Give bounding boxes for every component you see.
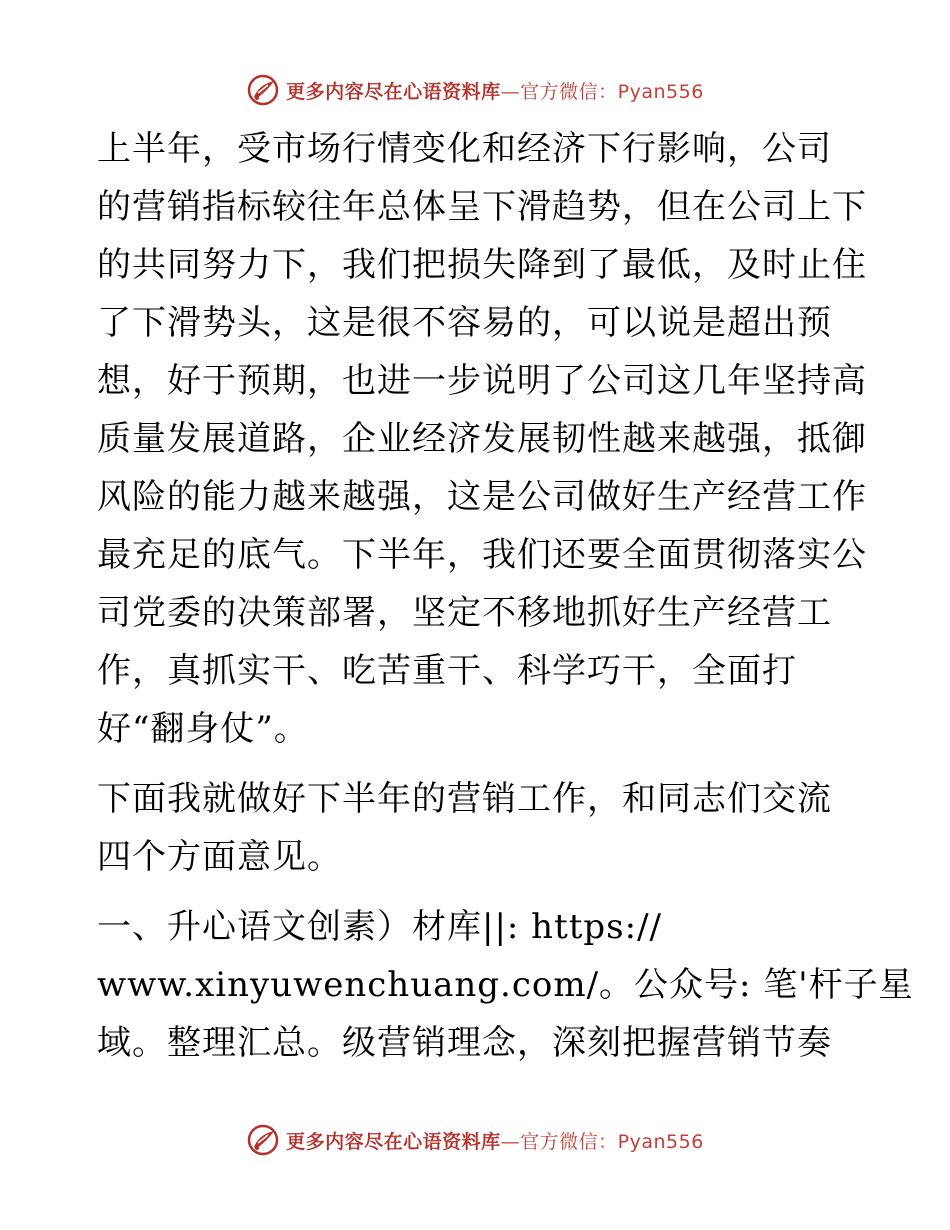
text-line: 最充足的底气。下半年，我们还要全面贯彻落实公 <box>97 535 867 575</box>
text-line: 下面我就做好下半年的营销工作，和同志们交流 <box>97 779 832 819</box>
text-line: 作，真抓实干、吃苦重干、科学巧干，全面打 <box>97 651 797 691</box>
text-line: 司党委的决策部署，坚定不移地抓好生产经营工 <box>97 593 832 633</box>
paragraph-1 <box>97 120 867 758</box>
text-line: 域。整理汇总。级营销理念，深刻把握营销节奏 <box>97 1023 832 1063</box>
text-line: 风险的能力越来越强，这是公司做好生产经营工作 <box>97 477 867 517</box>
text-line: 一、升心语文创素）材库||: https:// <box>97 907 662 947</box>
header-separator: — <box>500 80 521 103</box>
footer-watermark-text <box>286 1127 704 1154</box>
paragraph-spacer <box>97 886 857 898</box>
footer-site-text: 更多内容尽在心语资料库 <box>286 1130 501 1153</box>
text-line: 的共同努力下，我们把损失降到了最低，及时止住 <box>97 245 867 285</box>
footer-watermark-banner <box>0 1120 950 1160</box>
text-line: www.xinyuwenchuang.com/。公众号: 笔'杆子星 <box>97 965 914 1005</box>
text-line: 想，好于预期，也进一步说明了公司这几年坚持高 <box>97 361 867 401</box>
brand-logo-icon <box>246 73 280 107</box>
text-line: 四个方面意见。 <box>97 837 342 877</box>
document-body <box>97 120 914 1072</box>
footer-wechat-text: 官方微信：Pyan556 <box>520 1130 704 1153</box>
brand-logo-icon <box>246 1123 280 1157</box>
header-site-text: 更多内容尽在心语资料库 <box>286 80 501 103</box>
text-line: 了下滑势头，这是很不容易的，可以说是超出预 <box>97 303 832 343</box>
text-line: 好“翻身仗”。 <box>97 709 309 749</box>
text-line: 质量发展道路，企业经济发展韧性越来越强，抵御 <box>97 419 867 459</box>
paragraph-3 <box>97 898 914 1072</box>
paragraph-spacer <box>97 758 857 770</box>
header-wechat-text: 官方微信：Pyan556 <box>520 80 704 103</box>
footer-separator: — <box>500 1130 521 1153</box>
header-watermark-banner <box>0 70 950 110</box>
paragraph-2 <box>97 770 857 886</box>
text-line: 的营销指标较往年总体呈下滑趋势，但在公司上下 <box>97 187 867 227</box>
header-watermark-text <box>286 77 704 104</box>
text-line: 上半年，受市场行情变化和经济下行影响，公司 <box>97 129 832 169</box>
